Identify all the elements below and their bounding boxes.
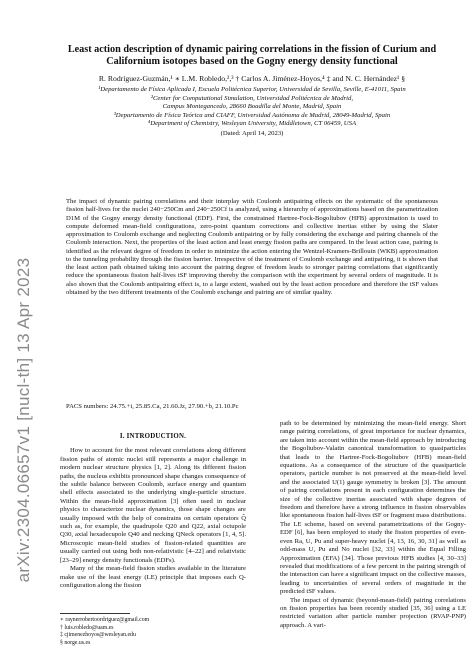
- footnote-email-3: ‡ cjimenezhoyos@wesleyan.edu: [60, 632, 136, 639]
- footnote-email-2: † luis.robledo@uam.es: [60, 624, 114, 631]
- paper-header: [50, 44, 454, 143]
- affiliation-1: ¹Departamento de Física Aplicada I, Escuela Politécnica Superior, Universidad de Sevilla, Seville, E-41011, Spain: [98, 86, 406, 93]
- right-column: [280, 420, 466, 630]
- author-list: R. Rodríguez-Guzmán,¹ ∗ L.M. Robledo,²,³ † Carlos A. Jiménez-Hoyos,⁴ ‡ and N. C. Hernández¹ §: [98, 74, 406, 83]
- affiliation-4: ⁴Department of Chemistry, Wesleyan University, Middletown, CT 06459, USA: [147, 120, 357, 128]
- footnote-email-1: ∗ raynerrobertoordriguez@gmail.com: [60, 617, 150, 623]
- arxiv-identifier-text: arXiv:2304.06657v1 [nucl-th] 13 Apr 2023: [14, 257, 33, 583]
- intro-paragraph-1: How to account for the most relevant correlations along different fission paths of atomic nuclei still represents a major challenge in modern nuclear structure physics [1, 2]. Along its different fission paths, the nucleus exhibits pronounced shape changes consequence of the subtle balance between Coulomb, surface energy and quantum shell effects associated to the underlying single-particle structure. Within the mean-field approximation [3] often used in nuclear physics to characterize nuclear dynamics, those shape changes are usually imposed with the help of constrains on certain operators Q̂ such as, for example, the quadrupole Q20 and Q22, axial octupole Q30, axial hexadecupole Q40 and necking QNeck operators [1, 4, 5]. Microscopic mean-field studies of fission-related quantities are usually carried out using both non-relativistic [4–22] and relativistic [23–29] energy density functionals (EDFs).: [60, 447, 246, 564]
- footnote-email-4: § norge.us.es: [60, 639, 91, 646]
- paper-title: Least action description of dynamic pairing correlations in the fission of Curium and Californium isotopes based on the Gogny energy density functional: [67, 44, 437, 67]
- affiliation-3: ³Departamento de Física Teórica and CIAFF, Universidad Autónoma de Madrid, 28049-Madrid, Spain: [113, 111, 391, 119]
- footnote-divider: [60, 613, 130, 614]
- intro-paragraph-2: Many of the mean-field fission studies available in the literature make use of the least energy (LE) principle that imposes each Q-configuration along the fission: [60, 565, 246, 589]
- footnotes: [60, 613, 246, 647]
- affiliation-2-cont: Campus Montegancedo, 28660 Boadilla del Monte, Madrid, Spain: [162, 103, 342, 111]
- dated-line: (Dated: April 14, 2023): [220, 129, 284, 137]
- intro-paragraph-3: path to be determined by minimizing the mean-field energy. Short range pairing correlations, of great importance for nuclear dynamics, are taken into account within the mean-field approach by introducing the Bogoliubov-Valatin canonical transformation to quasiparticles that leads to the Hartree-Fock-Bogoliubov (HFB) mean-field equations. As a consequence of the structure of the quasiparticle operators, particle number is not preserved at the mean-field level and the associated U(1) gauge symmetry is broken [3]. The amount of pairing correlations present in each configuration determines the size of the collective inertias associated with shape degrees of freedom and therefore have a strong influence in fission observables like spontaneous fission half-lives tSF or fragment mass distributions. The LE scheme, based on several parametrizations of the Gogny-EDF [6], has been employed to study the fission properties of even-even Ra, U, Pu and super-heavy nuclei [4, 13, 16, 30, 31] as well as odd-mass U, Pu and No nuclei [32, 33] within the Equal Filling Approximation (EFA) [34]. Those previous HFB studies [4, 30–33] revealed that modifications of a few percent in the pairing strength of the interaction can have a significant impact on the collective masses, leading to uncertainties of several orders of magnitude in the predicted tSF values.: [280, 420, 466, 596]
- arxiv-identifier-stamp: [10, 220, 38, 620]
- left-column: [60, 433, 246, 590]
- section-heading-introduction: I. INTRODUCTION.: [119, 433, 187, 440]
- intro-paragraph-4: The impact of dynamic (beyond-mean-field) pairing correlations on fission properties has been recently studied [35, 36] using a LE restricted variation after particle number projection (RVAP-PNP) approach. A vari-: [280, 596, 466, 629]
- abstract: The impact of dynamic pairing correlations and their interplay with Coulomb antipairing effects on the systematic of the spontaneous fission half-lives for the nuclei 240−250Cm and 240−250Cf is analyzed, using a hierarchy of approximations based on the parametrization D1M of the Gogny energy density functional (EDF). First, the constrained Hartree-Fock-Bogoliubov (HFB) approximation is used to compute deformed mean-field configurations, zero-point quantum corrections and collective inertias either by using the Slater approximation to Coulomb exchange and neglecting Coulomb antipairing or by fully considering the exchange and pairing channels of the Coulomb interaction. Next, the properties of the least action and least energy fission paths are compared. In the least action case, pairing is identified as the relevant degree of freedom in order to minimize the action entering the Wentzel-Kramers-Brillouin (WKB) approximation to the tunneling probability through the fission barrier. Irrespective of the treatment of Coulomb exchange and antipairing, it is shown that the least action path obtained taking into account the pairing degree of freedom leads to stronger pairing correlations that significantly reduce the spontaneous fission half-lives tSF improving thereby the comparison with the experiment by several orders of magnitude. It is also shown that the Coulomb antipairing effect is, to a large extent, washed out by the least action procedure and therefore the tSF values obtained by the two different treatments of the Coulomb exchange and pairing are of similar quality.: [66, 198, 438, 296]
- affiliation-2: ²Center for Computational Simulation, Universidad Politécnica de Madrid,: [150, 94, 354, 102]
- pacs-numbers: PACS numbers: 24.75.+i, 25.85.Ca, 21.60.Jz, 27.90.+b, 21.10.Pc: [66, 403, 239, 410]
